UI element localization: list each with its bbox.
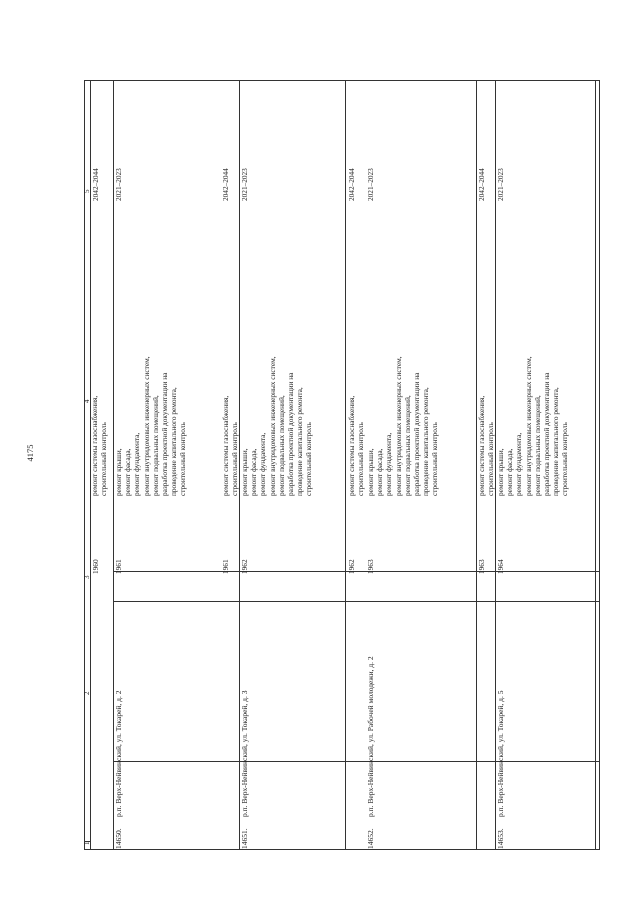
header-col-4: 4 [83,399,91,403]
works-line: строительный контроль [99,422,109,496]
subrow-divider [113,601,599,602]
works-line: ремонт внутридомовых инженерных систем, [523,356,533,496]
address-cell: р.п. Верх-Нейвинский, ул. Рабочей молодежи, д. 2 [366,656,375,817]
works-line: ремонт крыши, [496,448,505,496]
subrow-divider [113,571,599,572]
year-cell: 1960 [91,559,100,574]
works-line: ремонт системы газоснабжения, [90,395,99,496]
row-number: 14653. [496,828,505,849]
works-cell [496,356,570,496]
year-cell: 1962 [347,559,356,574]
works-line: ремонт подвальных помещений, [532,395,542,496]
works-line: проведение капитального ремонта, [551,387,561,496]
works-line: разработка проектной документации на [160,372,170,496]
page-number-text: 4175 [25,444,35,462]
row-number: 14651. [240,828,249,849]
works-line: ремонт фундамента, [258,432,268,496]
works-line: строительный контроль [430,422,440,496]
works-line: строительный контроль [304,422,314,496]
period-cell: 2021–2023 [496,168,505,201]
works-line: разработка проектной документации на [542,372,552,496]
header-col-2: 2 [83,691,91,695]
works-line: ремонт крыши, [114,448,123,496]
works-line: ремонт системы газоснабжения, [221,395,230,496]
period-cell: 2042–2044 [91,168,100,201]
row-number: 14652. [366,828,375,849]
works-cell [347,396,365,496]
works-line: строительный контроль [560,422,570,496]
works-line: строительный контроль [356,422,366,496]
works-line: ремонт крыши, [240,448,249,496]
year-cell: 1961 [114,559,123,574]
works-cell [90,396,108,496]
works-line: ремонт фасада, [249,448,259,496]
period-cell: 2021–2023 [240,168,249,201]
works-line: проведение капитального ремонта, [169,387,179,496]
works-line: ремонт фасада, [375,448,385,496]
page-number [20,438,40,468]
works-line: ремонт фасада, [123,448,133,496]
works-line: строительный контроль [178,422,188,496]
works-line: ремонт внутридомовых инженерных систем, [267,356,277,496]
works-line: ремонт фундамента, [514,432,524,496]
works-cell [477,396,495,496]
address-cell: р.п. Верх-Нейвинский, ул. Токарей, д. 2 [114,690,123,817]
period-cell: 2021–2023 [366,168,375,201]
works-line: проведение капитального ремонта, [295,387,305,496]
works-line: ремонт внутридомовых инженерных систем, [393,356,403,496]
year-cell: 1963 [366,559,375,574]
repair-schedule-table [84,80,600,850]
works-line: ремонт внутридомовых инженерных систем, [141,356,151,496]
works-cell [114,356,188,496]
year-cell: 1964 [496,559,505,574]
works-line: строительный контроль [230,422,240,496]
works-line: разработка проектной документации на [412,372,422,496]
year-cell: 1963 [477,559,486,574]
header-col-3: 3 [83,575,91,579]
period-cell: 2042–2044 [221,168,230,201]
address-cell: р.п. Верх-Нейвинский, ул. Токарей, д. 5 [496,690,505,817]
works-line: ремонт системы газоснабжения, [477,395,486,496]
works-cell [366,356,440,496]
period-cell: 2042–2044 [347,168,356,201]
works-line: проведение капитального ремонта, [421,387,431,496]
works-line: ремонт подвальных помещений, [276,395,286,496]
works-line: строительный контроль [486,422,496,496]
subrow-divider [113,761,599,762]
year-cell: 1961 [221,559,230,574]
works-line: ремонт фундамента, [132,432,142,496]
header-col-1: 1 [83,841,91,845]
works-line: ремонт фасада, [505,448,515,496]
header-col-5: 5 [83,189,91,193]
address-cell: р.п. Верх-Нейвинский, ул. Токарей, д. 3 [240,690,249,817]
works-line: ремонт крыши, [366,448,375,496]
works-cell [221,396,239,496]
works-line: ремонт подвальных помещений, [150,395,160,496]
row-number: 14650. [114,828,123,849]
works-line: разработка проектной документации на [286,372,296,496]
column-divider [595,81,596,849]
period-cell: 2042–2044 [477,168,486,201]
works-line: ремонт подвальных помещений, [402,395,412,496]
column-divider [345,81,346,849]
year-cell: 1962 [240,559,249,574]
works-cell [240,356,314,496]
works-line: ремонт фундамента, [384,432,394,496]
period-cell: 2021–2023 [114,168,123,201]
works-line: ремонт системы газоснабжения, [347,395,356,496]
